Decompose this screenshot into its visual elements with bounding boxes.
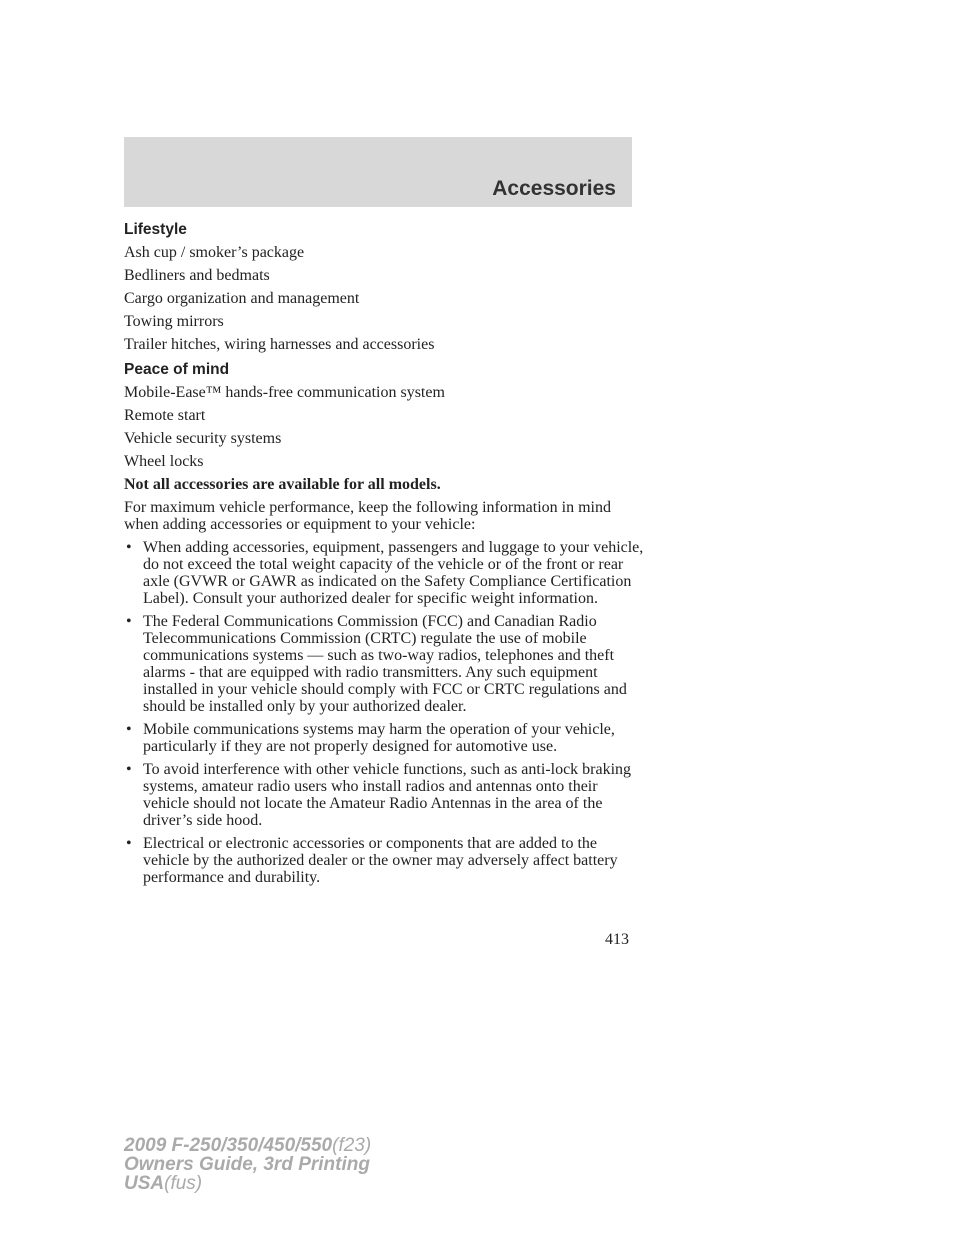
print-footer	[124, 1136, 371, 1193]
chapter-title: Accessories	[492, 177, 616, 200]
list-item: Remote start	[124, 407, 206, 424]
footer-model-code: (f23)	[332, 1135, 372, 1156]
section-heading-lifestyle: Lifestyle	[124, 221, 187, 238]
intro-paragraph: For maximum vehicle performance, keep the following information in mind when adding accessories or equipment to your vehicle:	[124, 499, 611, 533]
bullet-text: The Federal Communications Commission (FCC) and Canadian Radio Telecommunications Commission (CRTC) regulate the use of mobile communications systems — such as two-way radios, telephones and theft alarms - that are equipped with radio transmitters. Any such equipment installed in your vehicle should comply with FCC or CRTC regulations and should be installed only by your authorized dealer.	[143, 613, 627, 715]
bullet-item	[124, 539, 644, 607]
bullet-icon: •	[126, 613, 132, 630]
list-item: Ash cup / smoker’s package	[124, 244, 305, 261]
page-number: 413	[605, 931, 629, 948]
chapter-header-band	[124, 137, 632, 207]
list-item: Bedliners and bedmats	[124, 267, 270, 284]
list-item: Towing mirrors	[124, 313, 224, 330]
bullet-text: Electrical or electronic accessories or components that are added to the vehicle by the authorized dealer or the owner may adversely affect battery performance and durability.	[143, 835, 618, 886]
bullet-icon: •	[126, 835, 132, 852]
bullet-text: To avoid interference with other vehicle functions, such as anti-lock braking systems, amateur radio users who install radios and antennas onto their vehicle should not locate the Amateur Radio Antennas in the area of the driver’s side hood.	[143, 761, 632, 829]
bullet-text: Mobile communications systems may harm the operation of your vehicle, particularly if they are not properly designed for automotive use.	[143, 721, 615, 755]
footer-line-market	[124, 1174, 371, 1193]
section-heading-peace-of-mind: Peace of mind	[124, 361, 230, 378]
bullet-text: When adding accessories, equipment, passengers and luggage to your vehicle, do not exceed the total weight capacity of the vehicle or of the front or rear axle (GVWR or GAWR as indicated on the Safety Compliance Certification Label). Consult your authorized dealer for specific weight information.	[143, 539, 644, 607]
list-item: Vehicle security systems	[124, 430, 282, 447]
bullet-item	[124, 835, 644, 886]
list-item: Mobile-Ease™ hands-free communication system	[124, 384, 445, 401]
availability-note: Not all accessories are available for all models.	[124, 476, 441, 493]
footer-line-model	[124, 1136, 371, 1155]
list-item: Wheel locks	[124, 453, 204, 470]
page-content	[124, 221, 644, 892]
bullet-item	[124, 761, 644, 829]
footer-market: USA	[124, 1173, 165, 1194]
bullet-icon: •	[126, 761, 132, 778]
footer-market-code: (fus)	[164, 1173, 203, 1194]
bullet-item	[124, 613, 644, 715]
bullet-icon: •	[126, 539, 132, 556]
bullet-icon: •	[126, 721, 132, 738]
list-item: Trailer hitches, wiring harnesses and accessories	[124, 336, 435, 353]
footer-model: 2009 F-250/350/450/550	[124, 1135, 333, 1156]
bullet-item	[124, 721, 644, 755]
footer-line-edition: Owners Guide, 3rd Printing	[124, 1154, 370, 1175]
list-item: Cargo organization and management	[124, 290, 360, 307]
